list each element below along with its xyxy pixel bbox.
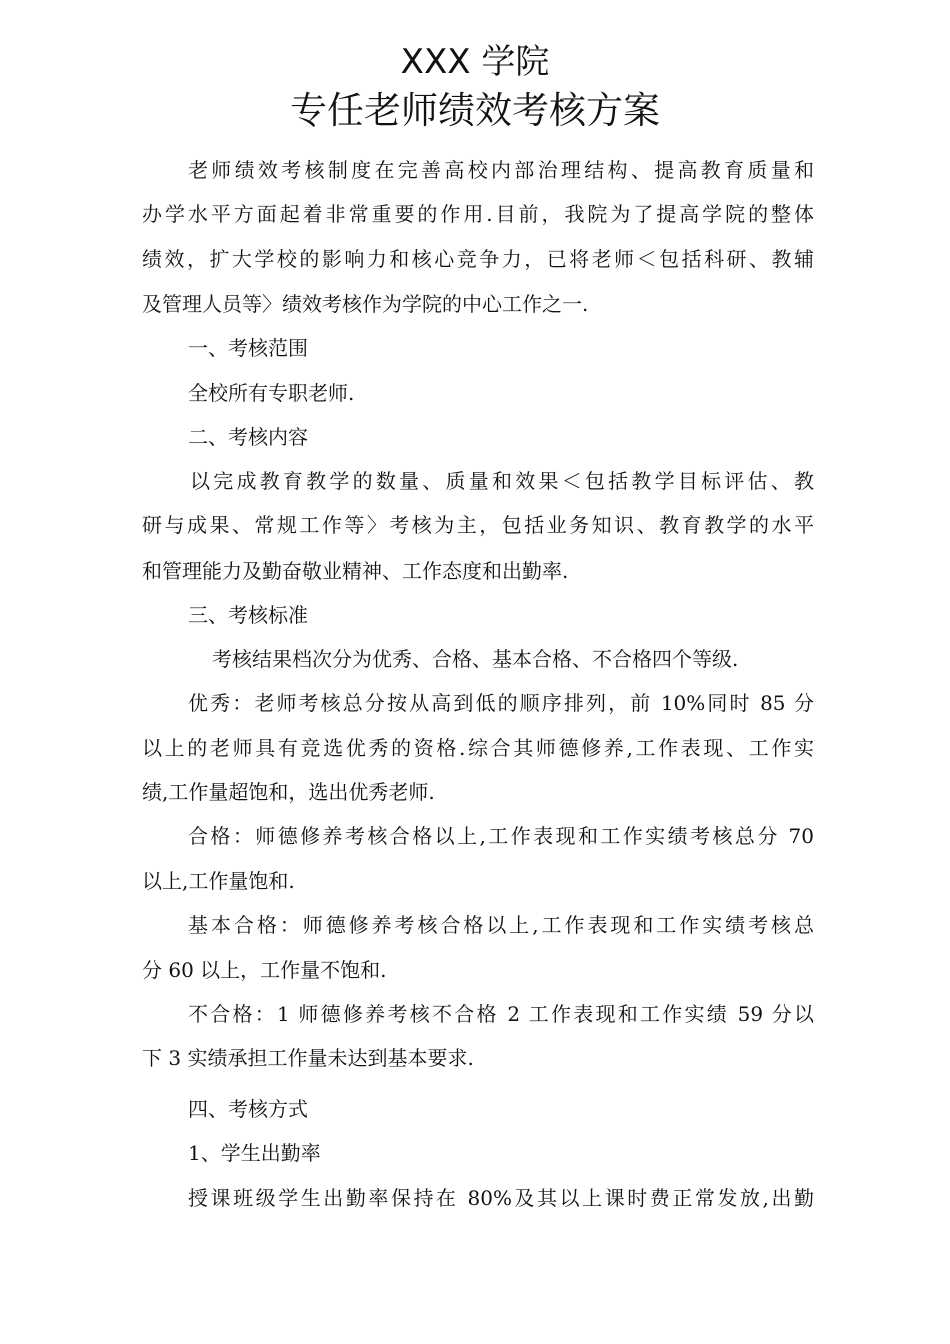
section-heading: 四、考核方式 xyxy=(188,1097,308,1121)
paragraph-line: 全校所有专职老师. xyxy=(188,381,355,405)
paragraph-line: 绩效，扩大学校的影响力和核心竞争力，已将老师＜包括科研、教辅 xyxy=(142,247,814,271)
document-subtitle: 专任老师绩效考核方案 xyxy=(290,89,660,132)
paragraph-line: 绩,工作量超饱和，选出优秀老师. xyxy=(142,780,435,804)
paragraph-line: 优秀：老师考核总分按从高到低的顺序排列，前 10%同时 85 分 xyxy=(188,691,814,715)
section-heading: 二、考核内容 xyxy=(188,425,308,449)
paragraph-line: 以上的老师具有竞选优秀的资格.综合其师德修养,工作表现、工作实 xyxy=(142,736,814,760)
subsection-heading: 1、学生出勤率 xyxy=(188,1141,321,1165)
paragraph-line: 和管理能力及勤奋敬业精神、工作态度和出勤率. xyxy=(142,559,569,583)
paragraph-line: 分 60 以上，工作量不饱和. xyxy=(142,958,387,982)
paragraph-line: 以完成教育教学的数量、质量和效果＜包括教学目标评估、教 xyxy=(190,469,814,493)
paragraph-line: 下 3 实绩承担工作量未达到基本要求. xyxy=(142,1046,474,1070)
paragraph-line: 办学水平方面起着非常重要的作用.目前，我院为了提高学院的整体 xyxy=(142,202,814,226)
paragraph-line: 不合格：1 师德修养考核不合格 2 工作表现和工作实绩 59 分以 xyxy=(188,1002,814,1026)
paragraph-line: 以上,工作量饱和. xyxy=(142,869,295,893)
paragraph-line: 及管理人员等〉绩效考核作为学院的中心工作之一. xyxy=(142,292,589,316)
paragraph-line: 老师绩效考核制度在完善高校内部治理结构、提高教育质量和 xyxy=(188,158,814,182)
section-heading: 三、考核标准 xyxy=(188,603,308,627)
paragraph-line: 合格：师德修养考核合格以上,工作表现和工作实绩考核总分 70 xyxy=(188,824,814,848)
section-heading: 一、考核范围 xyxy=(188,336,308,360)
document-title: XXX 学院 xyxy=(400,42,550,82)
paragraph-line: 考核结果档次分为优秀、合格、基本合格、不合格四个等级. xyxy=(212,647,739,671)
paragraph-line: 授课班级学生出勤率保持在 80%及其以上课时费正常发放,出勤 xyxy=(188,1186,814,1210)
paragraph-line: 研与成果、常规工作等〉考核为主，包括业务知识、教育教学的水平 xyxy=(142,513,814,537)
paragraph-line: 基本合格：师德修养考核合格以上,工作表现和工作实绩考核总 xyxy=(188,913,814,937)
